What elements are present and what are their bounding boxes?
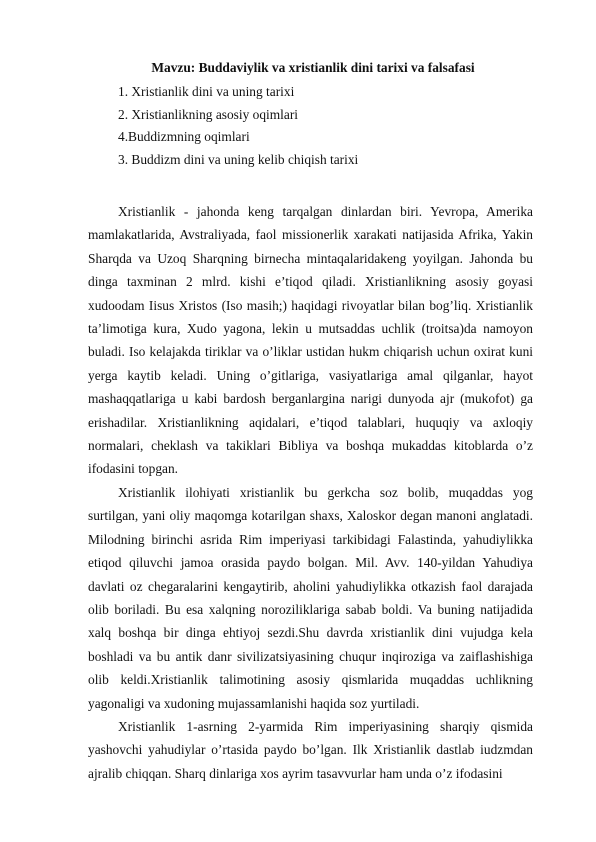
plan-item: 3. Buddizm dini va uning kelib chiqish tarixi [118, 151, 359, 167]
body-text [88, 200, 533, 785]
plan-item: 4.Buddizmning oqimlari [118, 129, 250, 144]
document-title: Mavzu: Buddaviylik va xristianlik dini tarixi va falsafasi [151, 60, 475, 75]
paragraph: Xristianlik 1-asrning 2-yarmida Rim imperiyasining sharqiy qismida yashovchi yahudiylar o’rtasida paydo bo’lgan. Ilk Xristianlik dastlab iudzmdan ajralib chiqqan. Sharq dinlariga xos ayrim tasavvurlar ham unda o’z ifodasini [88, 718, 533, 781]
paragraph: Xristianlik ilohiyati xristianlik bu gerkcha soz bolib, muqaddas yog surtilgan, yani oliy maqomga kotarilgan shaxs, Xaloskor degan manoni anglatadi. Milodning birinchi asrida Rim imperiyasi tarkibidagi Falastinda, yahudiylikka etiqod qiluvchi jamoa orasida paydo bolgan. Mil. Avv. 140-yildan Yahudiya davlati oz chegaralarini kengaytirib, aholini yahudiylikka otkazish faol darajada olib boriladi. Bu esa xalqning noroziliklariga sabab boldi. Va buning natijadida xalq boshqa bir dinga ehtiyoj sezdi.Shu davrda xristianlik dini vujudga kela boshladi va bu antik danr sivilizatsiyasining chuqur inqiroziga va zaiflashishiga olib keldi.Xristianlik talimotining asosiy qismlarida muqaddas uchlikning yagonaligi va xudoning mujassamlanishi haqida soz yurtiladi. [88, 484, 533, 711]
topic-plan-list [118, 84, 358, 174]
paragraph: Xristianlik - jahonda keng tarqalgan dinlardan biri. Yevropa, Amerika mamlakatlarida, Avstraliyada, faol missionerlik xarakati natijasida Afrika, Yakin Sharqda va Uzoq Sharqning birnecha mintaqalaridakeng yoyilgan. Jahonda bu dinga taxminan 2 mlrd. kishi e’tiqod qiladi. Xristianlikning asosiy goyasi xudoodam Iisus Xristos (Iso masih;) haqidagi rivoyatlar bilan bog’liq. Xristianlik ta’limotiga kura, Xudo yagona, lekin u mutsaddas uchlik (troitsa)da namoyon buladi. Iso kelajakda tiriklar va o’liklar ustidan hukm chiqarish uchun oxirat kuni yerga kaytib keladi. Uning o’gitlariga, vasiyatlariga amal qilganlar, hayot mashaqqatlariga u kabi bardosh berganlargina narigi dunyoda ajr (mukofot) ga erishadilar. Xristianlikning aqidalari, e’tiqod talablari, huquqiy va axloqiy normalari, cheklash va takiklari Bibliya va boshqa mukaddas kitoblarda o’z ifodasini topgan. [88, 204, 533, 477]
plan-item: 1. Xristianlik dini va uning tarixi [118, 84, 295, 99]
plan-item: 2. Xristianlikning asosiy oqimlari [118, 106, 299, 122]
